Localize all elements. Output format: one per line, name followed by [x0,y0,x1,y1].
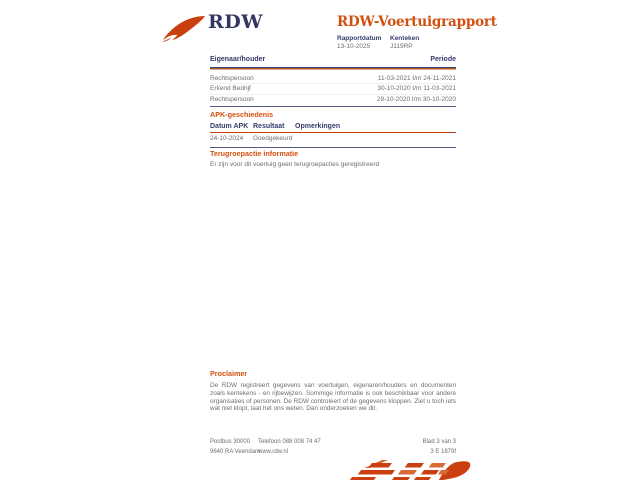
recall-text: Er zijn voor dit voertuig geen terugroepacties geregistreerd [210,161,380,168]
proclaimer-title: Proclaimer [210,369,248,378]
apk-datum: 24-10-2024 [210,135,244,142]
rdw-eagle-logo-icon [162,15,206,42]
rdw-wordmark: RDW [208,11,264,33]
apk-col-datum: Datum APK [210,123,249,130]
recall-section [210,149,456,168]
footer-row-1 [210,439,456,447]
table-row [210,84,456,94]
apk-section-title: APK-geschiedenis [210,110,274,119]
kenteken-value: J119RP [390,43,413,50]
owner-header-label: Eigenaar/houder [210,56,266,63]
footer-postbus: Postbus 30000 [210,439,251,445]
apk-col-resultaat: Resultaat [253,123,285,130]
footer-form-code: 3 E 1879f [430,448,456,455]
owner-type: Rechtspersoon [210,95,254,103]
recall-section-title: Terugroepactie informatie [210,149,299,158]
table-row [210,95,456,104]
owner-table-rows [210,74,456,104]
footer-page-indicator: Blad 3 van 3 [422,439,456,445]
rdw-speedmark-icon [344,460,492,480]
proclaimer-section [210,369,456,413]
owner-table-header [210,56,456,68]
footer-row-2 [210,449,456,457]
apk-table-bottom-rule [210,147,456,148]
periode-header-label: Periode [430,56,456,63]
owner-periode: 30-10-2020 t/m 11-03-2021 [377,85,456,93]
page-title: RDW-Voertuigrapport [337,14,497,30]
table-row [210,135,456,144]
apk-col-opmerkingen: Opmerkingen [295,123,341,130]
footer-website: www.rdw.nl [258,448,289,455]
apk-resultaat: Goedgekeurd [253,135,293,142]
table-row [210,74,456,84]
report-meta [337,35,477,53]
owner-table [210,56,456,107]
apk-table-header [210,123,456,133]
footer-phone: Telefoon 088 008 74 47 [258,439,321,445]
rapportdatum-label: Rapportdatum [337,35,382,42]
owner-type: Rechtspersoon [210,75,254,83]
proclaimer-text: De RDW registreert gegevens van voertuigen, eigenaren/houders en documenten zoals kentekens - en rijbewijzen. Sommige informatie is ook beschikbaar voor andere organisaties of personen. De RDW controleert of de gegevens kloppen. Ziet u toch iets wat niet klopt, laat het ons weten. Dan onderzoeken we dit. [210,382,456,413]
apk-section [210,110,456,148]
footer-city: 9640 RA Veendam [210,448,261,455]
kenteken-label: Kenteken [390,35,420,42]
owner-periode: 28-10-2020 t/m 30-10-2020 [376,95,456,103]
owner-type: Erkend Bedrijf [210,85,251,93]
owner-periode: 11-03-2021 t/m 24-11-2021 [377,75,456,83]
owner-table-bottom-rule [210,106,456,107]
rapportdatum-value: 13-10-2025 [337,43,371,50]
